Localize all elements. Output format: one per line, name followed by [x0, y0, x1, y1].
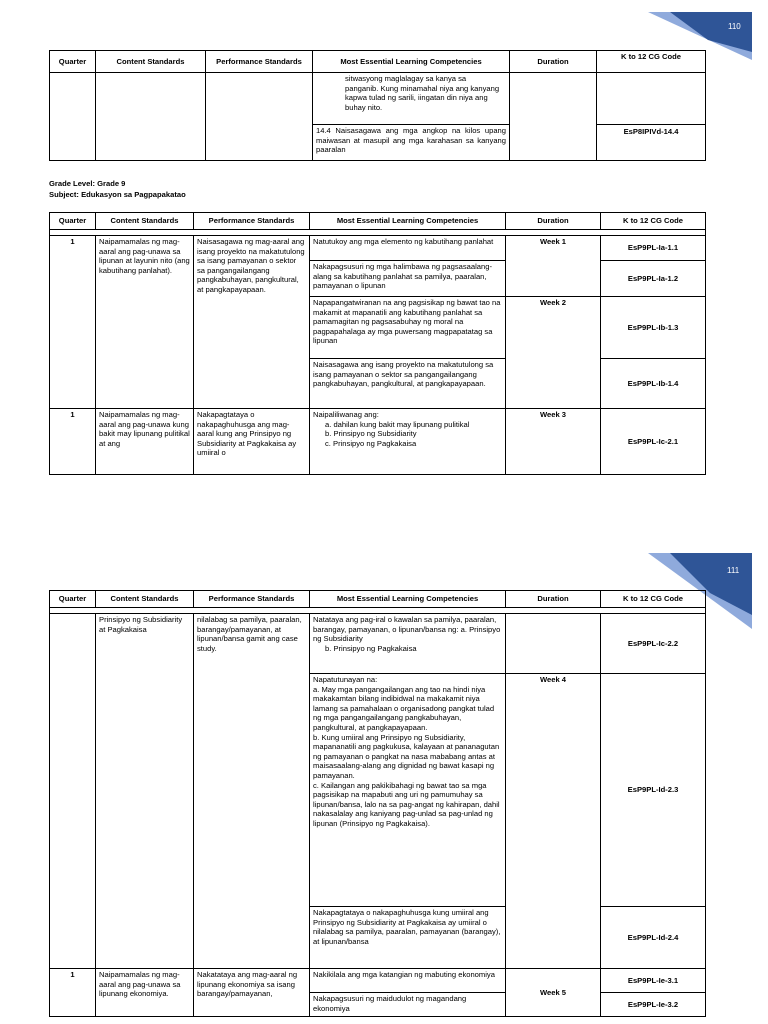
header-performance-standards: Performance Standards [194, 213, 310, 230]
duration-cell [510, 73, 597, 161]
melc-item-a: a. dahilan kung bakit may lipunang pulitikal [325, 419, 470, 429]
melc-cell: 14.4 Naisasagawa ang mga angkop na kilos upang maiwasan at masupil ang mga karahasan sa kanyang paaralan [313, 125, 510, 161]
grade-level-label: Grade Level: Grade 9 [49, 179, 126, 188]
header-duration: Duration [510, 51, 597, 73]
header-performance-standards: Performance Standards [194, 591, 310, 608]
melc-cell: sitwasyong maglalagay sa kanya sa panganib. Kung minamahal niya ang kanyang kapwa tulad ng sarili, iingatan din niya ang buhay nito. [313, 73, 510, 125]
code-cell: EsP9PL-Ic-2.1 [601, 409, 706, 475]
code-cell: EsP9PL-Id-2.3 [601, 674, 706, 907]
melc-cell: Naisasagawa ang isang proyekto na makatutulong sa isang pamayanan o sektor sa pangangailangang pangkabuhayan, pangkultural, at pangkapayapaan. [310, 359, 506, 409]
content-cell: Naipamamalas ng mag-aaral ang pag-unawa sa lipunan at layunin nito (ang kabutihang panlahat). [96, 236, 194, 409]
content-cell: Naipamamalas ng mag-aaral ang pag-unawa kung bakit may lipunang pulitikal at ang [96, 409, 194, 475]
duration-cell: Week 4 [506, 674, 601, 969]
melc-item-c: c. Prinsipyo ng Pagkakaisa [325, 438, 417, 448]
subject-label: Subject: Edukasyon sa Pagpapakatao [49, 190, 186, 199]
performance-cell: Naisasagawa ng mag-aaral ang isang proyekto na makatutulong sa isang pamayanan o sektor sa pangangailangang pangkabuhayan, pangkultural, at pangkapayapaan. [194, 236, 310, 409]
header-code: K to 12 CG Code [601, 591, 706, 608]
quarter-cell [50, 614, 96, 969]
code-cell: EsP8IPIVd-14.4 [597, 125, 706, 161]
header-melc: Most Essential Learning Competencies [313, 51, 510, 73]
content-cell: Prinsipyo ng Subsidiarity at Pagkakaisa [96, 614, 194, 969]
melc-intro: Naipaliliwanag ang: [313, 410, 379, 419]
melc-cell [310, 674, 506, 907]
code-cell: EsP9PL-Ia-1.2 [601, 261, 706, 297]
performance-cell: Nakapagtataya o nakapaghuhusga ang mag-aaral kung ang Prinsipyo ng Subsidiarity at Pagkakaisa ay umiiral o [194, 409, 310, 475]
melc-cell: Nakapagsusuri ng mga halimbawa ng pagsasaalang-alang sa kabutihang panlahat sa pamilya, paaralan, pamayanan o lipunan [310, 261, 506, 297]
melc-item-b: b. Prinsipyo ng Subsidiarity [325, 429, 417, 439]
header-content-standards: Content Standards [96, 213, 194, 230]
melc-text: Natataya ang pag-iral o kawalan sa pamilya, paaralan, barangay, pamayanan, o lipunan/bansa ng: a. Prinsipyo ng Subsidiarity [313, 615, 501, 644]
header-quarter: Quarter [50, 51, 96, 73]
header-quarter: Quarter [50, 591, 96, 608]
header-quarter: Quarter [50, 213, 96, 230]
header-melc: Most Essential Learning Competencies [310, 591, 506, 608]
melc-intro: Napatutunayan na: [313, 675, 378, 684]
quarter-cell: 1 [50, 409, 96, 475]
performance-cell: nilalabag sa pamilya, paaralan, barangay/pamayanan, at lipunan/bansa gamit ang case study. [194, 614, 310, 969]
quarter-cell: 1 [50, 236, 96, 409]
page-number: 111 [727, 566, 740, 575]
duration-cell: Week 1 [506, 236, 601, 297]
code-cell: EsP9PL-Ia-1.1 [601, 236, 706, 261]
page-number: 110 [728, 22, 741, 31]
header-content-standards: Content Standards [96, 591, 194, 608]
duration-cell: Week 5 [506, 969, 601, 1017]
content-cell [96, 73, 206, 161]
quarter-cell: 1 [50, 969, 96, 1017]
code-cell: EsP9PL-Ic-2.2 [601, 614, 706, 674]
code-cell: EsP9PL-Ie-3.1 [601, 969, 706, 993]
melc-item-b: b. Prinsipyo ng Pagkakaisa [325, 643, 417, 653]
melc-item-b: b. Kung umiiral ang Prinsipyo ng Subsidiarity, mapananatili ang pagkukusa, kalayaan at pananagutan ng pamayanan o pangkat na nasa mababang antas at maisasaalang-alang ang dignidad ng bawat kasapi ng pamayanan. [313, 732, 500, 780]
header-code: K to 12 CG Code [601, 213, 706, 230]
melc-cell: Nakapagsusuri ng maidudulot ng magandang ekonomiya [310, 993, 506, 1017]
duration-cell: Week 3 [506, 409, 601, 475]
code-cell: EsP9PL-Ib-1.3 [601, 297, 706, 359]
melc-item-a: a. May mga pangangailangan ang tao na hindi niya makakamtan bilang indibidwal na makakamit niya lamang sa pamahalaan o organisadong pangkat tulad ng mga pangangailangang pangkabuhayan, pangkultural, at pangkapayapaan. [313, 684, 495, 732]
header-content-standards: Content Standards [96, 51, 206, 73]
curriculum-table-continuation [49, 50, 706, 161]
performance-cell: Nakatataya ang mag-aaral ng lipunang ekonomiya sa isang barangay/pamayanan, [194, 969, 310, 1017]
melc-cell: Nakikilala ang mga katangian ng mabuting ekonomiya [310, 969, 506, 993]
melc-cell: Natutukoy ang mga elemento ng kabutihang panlahat [310, 236, 506, 261]
quarter-cell [50, 73, 96, 161]
header-code: K to 12 CG Code [597, 51, 706, 73]
code-cell [597, 73, 706, 125]
melc-cell [310, 614, 506, 674]
duration-cell [506, 614, 601, 674]
code-cell: EsP9PL-Id-2.4 [601, 907, 706, 969]
header-performance-standards: Performance Standards [206, 51, 313, 73]
melc-cell [310, 409, 506, 475]
curriculum-table-grade9 [49, 212, 706, 475]
header-duration: Duration [506, 213, 601, 230]
melc-cell: Nakapagtataya o nakapaghuhusga kung umiiral ang Prinsipyo ng Subsidiarity at Pagkakaisa ay umiiral o nilalabag sa pamilya, paaralan, pamayanan (barangay), at lipunan/bansa [310, 907, 506, 969]
melc-item-c: c. Kailangan ang pakikibahagi ng bawat tao sa mga pagsisikap na mapabuti ang uri ng pamumuhay sa lipunan/bansa, lalo na sa pag-angat ng kahirapan, dahil nakasalalay ang kaniyang pag-unlad sa pag-unlad ng lipunan (Prinsipyo ng Pagkakaisa). [313, 780, 500, 828]
header-melc: Most Essential Learning Competencies [310, 213, 506, 230]
melc-cell: Napapangatwiranan na ang pagsisikap ng bawat tao na makamit at mapanatili ang kabutihang panlahat sa pamamagitan ng pagsasabuhay ng moral na pagpapahalaga ay mga puwersang magpapatatag sa lipunan [310, 297, 506, 359]
duration-cell: Week 2 [506, 297, 601, 409]
performance-cell [206, 73, 313, 161]
curriculum-table-page111 [49, 590, 706, 1017]
code-cell: EsP9PL-Ie-3.2 [601, 993, 706, 1017]
code-cell: EsP9PL-Ib-1.4 [601, 359, 706, 409]
header-duration: Duration [506, 591, 601, 608]
content-cell: Naipamamalas ng mag-aaral ang pag-unawa sa lipunang ekonomiya. [96, 969, 194, 1017]
